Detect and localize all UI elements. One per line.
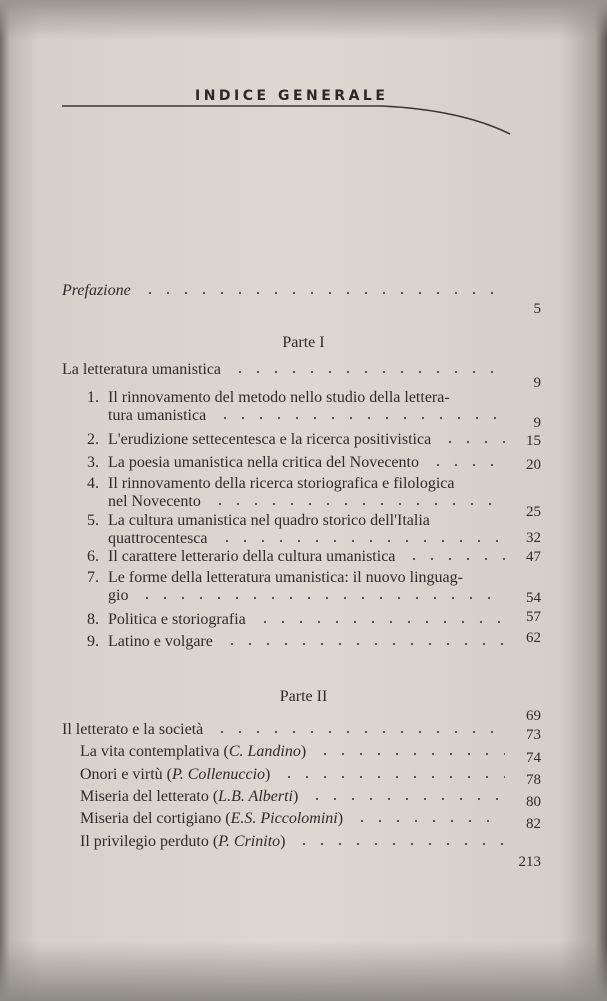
chapter-page: 20 (526, 457, 541, 473)
chapter-title-line: L'erudizione settecentesca e la ricerca positivistica (108, 431, 432, 448)
anthology-entry: Miseria del cortigiano (E.S. Piccolomini) (80, 810, 344, 827)
part-title: Parte I (282, 334, 325, 351)
entry-page: 80 (526, 794, 541, 810)
section-title: Il letterato e la società (62, 721, 204, 738)
entry-title: La vita contemplativa (80, 743, 220, 760)
chapter-page: 25 (526, 504, 541, 520)
entry-page: 78 (526, 772, 541, 788)
dot-leader (405, 557, 505, 561)
dot-leader (308, 797, 505, 801)
entry-author: C. Landino (228, 743, 301, 760)
chapter-title-line: Il carattere letterario della cultura umanistica (108, 548, 396, 565)
anthology-entry: Onori e virtù (P. Collenuccio) (80, 766, 271, 783)
dot-leader (218, 539, 505, 543)
chapter-title-line: tura umanistica (108, 407, 207, 424)
chapter-title-line: Politica e storiografia (108, 611, 246, 628)
chapter-title-line: Il rinnovamento del metodo nello studio della lettera- (108, 389, 450, 406)
entry-page: 74 (526, 750, 541, 766)
dot-leader (295, 842, 505, 846)
chapter-number: 3. (87, 454, 99, 471)
chapter-title-line: Le forme della letteratura umanistica: il nuovo linguag- (108, 569, 463, 586)
section-title: La letteratura umanistica (62, 361, 222, 378)
chapter-title-line: gio (108, 587, 129, 604)
chapter-page: 54 (526, 590, 541, 606)
entry-page: 82 (526, 816, 541, 832)
dot-leader (316, 752, 505, 756)
chapter-title-line: Il rinnovamento della ricerca storiografica e filologica (108, 475, 455, 492)
entry-title: Miseria del cortigiano (80, 810, 222, 827)
dot-leader (216, 416, 505, 420)
entry-author: E.S. Piccolomini (230, 810, 338, 827)
entry-author: L.B. Alberti (218, 788, 293, 805)
chapter-number: 2. (87, 431, 99, 448)
chapter-number: 1. (87, 389, 99, 406)
page-shadow-top (0, 0, 607, 40)
entry-author: P. Collenuccio (171, 766, 266, 783)
dot-leader (353, 819, 505, 823)
section-page: 69 (526, 708, 541, 724)
dot-leader (429, 463, 505, 467)
dot-leader (441, 440, 505, 444)
dot-leader (138, 596, 505, 600)
anthology-entry: La vita contemplativa (C. Landino) (80, 743, 307, 760)
chapter-title-line: nel Novecento (108, 493, 201, 510)
dot-leader (280, 775, 505, 779)
preface-label: Prefazione (62, 282, 131, 299)
entry-title: Miseria del letterato (80, 788, 209, 805)
entry-title: Il privilegio perduto (80, 833, 209, 850)
chapter-title-line: La poesia umanistica nella critica del Novecento (108, 454, 419, 471)
anthology-entry: Il privilegio perduto (P. Crinito) (80, 833, 286, 850)
chapter-page: 57 (526, 609, 541, 625)
header-rule (62, 104, 512, 138)
chapter-number: 7. (87, 569, 99, 586)
dot-leader (231, 370, 505, 374)
part-title: Parte II (279, 688, 328, 705)
chapter-title-line: Latino e volgare (108, 633, 213, 650)
dot-leader (256, 620, 505, 624)
anthology-entry: Miseria del letterato (L.B. Alberti) (80, 788, 299, 805)
dot-leader (213, 730, 505, 734)
preface-page: 5 (533, 301, 541, 317)
chapter-page: 32 (526, 530, 541, 546)
chapter-number: 4. (87, 475, 99, 492)
entry-page: 73 (526, 727, 541, 743)
chapter-page: 62 (526, 630, 541, 646)
entry-page: 213 (518, 854, 541, 870)
section-page: 9 (533, 375, 541, 391)
dot-leader (223, 642, 505, 646)
page-shadow-bottom (0, 941, 607, 1001)
entry-author: P. Crinito (218, 833, 281, 850)
chapter-title-line: La cultura umanistica nel quadro storico dell'Italia (108, 512, 430, 529)
chapter-page: 15 (526, 433, 541, 449)
chapter-page: 9 (533, 415, 541, 431)
entry-title: Onori e virtù (80, 766, 163, 783)
page-title: INDICE GENERALE (195, 88, 389, 104)
chapter-number: 5. (87, 512, 99, 529)
chapter-title-line: quattrocentesca (108, 530, 208, 547)
dot-leader (141, 291, 505, 295)
chapter-number: 9. (87, 633, 99, 650)
dot-leader (211, 502, 505, 506)
chapter-number: 6. (87, 548, 99, 565)
chapter-page: 47 (526, 549, 541, 565)
chapter-number: 8. (87, 611, 99, 628)
